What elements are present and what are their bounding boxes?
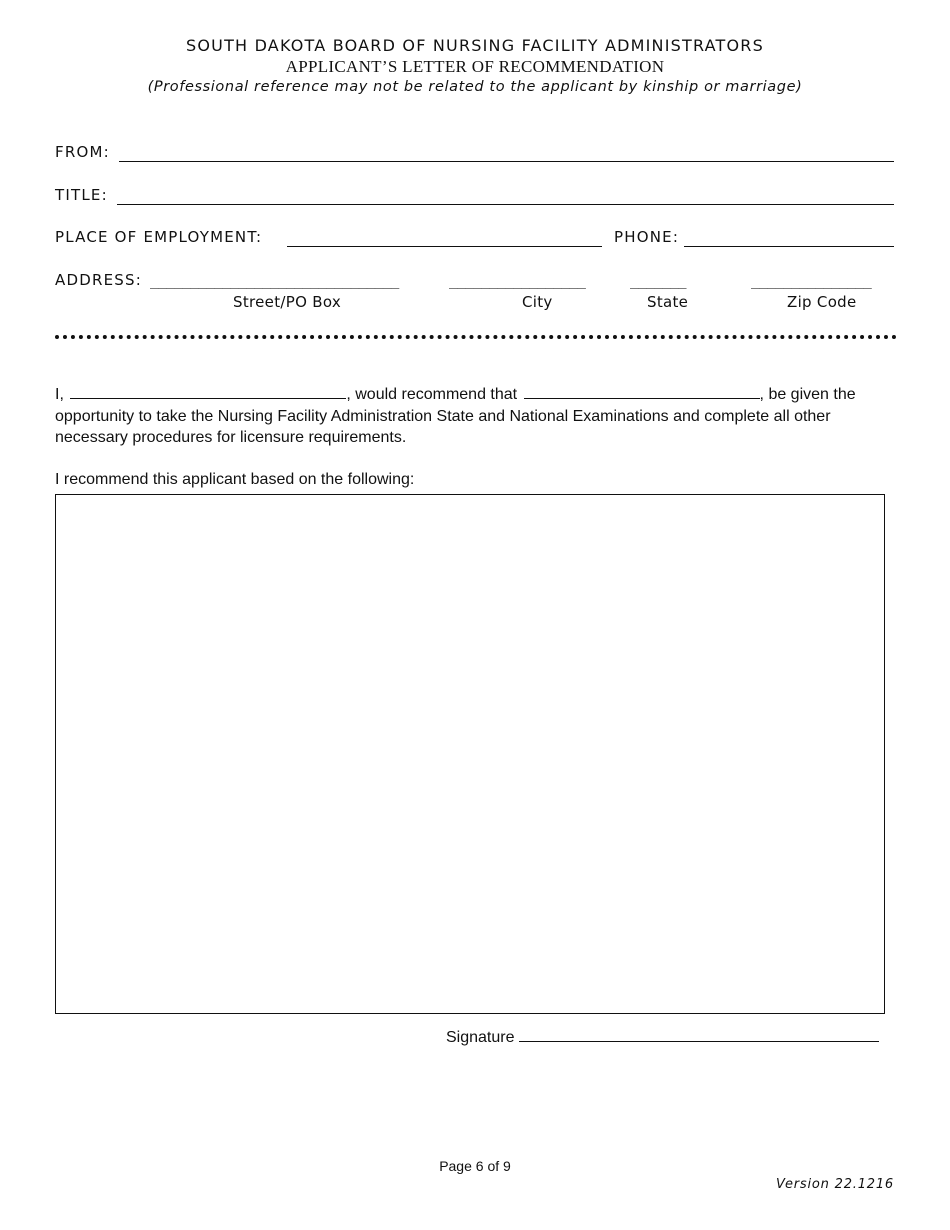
phone-label: PHONE: — [614, 228, 680, 246]
applicant-name-field[interactable] — [524, 384, 760, 399]
recommendation-middle: , would recommend that — [346, 386, 518, 403]
title-label: TITLE: — [55, 186, 108, 204]
address-street-field[interactable]: _______________________________ — [150, 273, 399, 289]
address-zip-field[interactable]: _______________ — [751, 273, 872, 289]
title-field[interactable] — [117, 186, 894, 205]
basis-label: I recommend this applicant based on the following: — [55, 471, 415, 488]
from-label: FROM: — [55, 143, 110, 161]
employment-label: PLACE OF EMPLOYMENT: — [55, 228, 263, 246]
section-divider — [55, 335, 897, 339]
recommendation-suffix: , be given the — [759, 386, 856, 403]
board-name-heading: SOUTH DAKOTA BOARD OF NURSING FACILITY ADMINISTRATORS — [186, 36, 764, 55]
recommender-name-field[interactable] — [70, 384, 346, 399]
zip-caption: Zip Code — [787, 293, 857, 311]
from-field[interactable] — [119, 143, 894, 162]
signature-label: Signature — [446, 1029, 515, 1046]
form-subtitle-note: (Professional reference may not be related to the applicant by kinship or marriage) — [147, 79, 803, 95]
street-caption: Street/PO Box — [233, 293, 342, 311]
employment-field[interactable] — [287, 228, 602, 247]
signature-field[interactable] — [519, 1027, 879, 1042]
recommendation-basis-textbox[interactable] — [55, 494, 885, 1014]
recommendation-paragraph — [55, 384, 900, 449]
address-city-field[interactable]: _________________ — [449, 273, 586, 289]
address-label: ADDRESS: — [55, 271, 142, 289]
state-caption: State — [647, 293, 689, 311]
address-state-field[interactable]: _______ — [630, 273, 687, 289]
page-number: Page 6 of 9 — [439, 1158, 511, 1174]
phone-field[interactable] — [684, 228, 894, 247]
recommendation-line3: necessary procedures for licensure requirements. — [55, 429, 407, 446]
city-caption: City — [522, 293, 553, 311]
recommendation-prefix: I, — [55, 386, 64, 403]
version-label: Version 22.1216 — [776, 1177, 894, 1192]
recommendation-line2: opportunity to take the Nursing Facility Administration State and National Examinations and complete all other — [55, 407, 831, 425]
form-title: APPLICANT’S LETTER OF RECOMMENDATION — [285, 57, 665, 76]
signature-row — [446, 1027, 879, 1047]
